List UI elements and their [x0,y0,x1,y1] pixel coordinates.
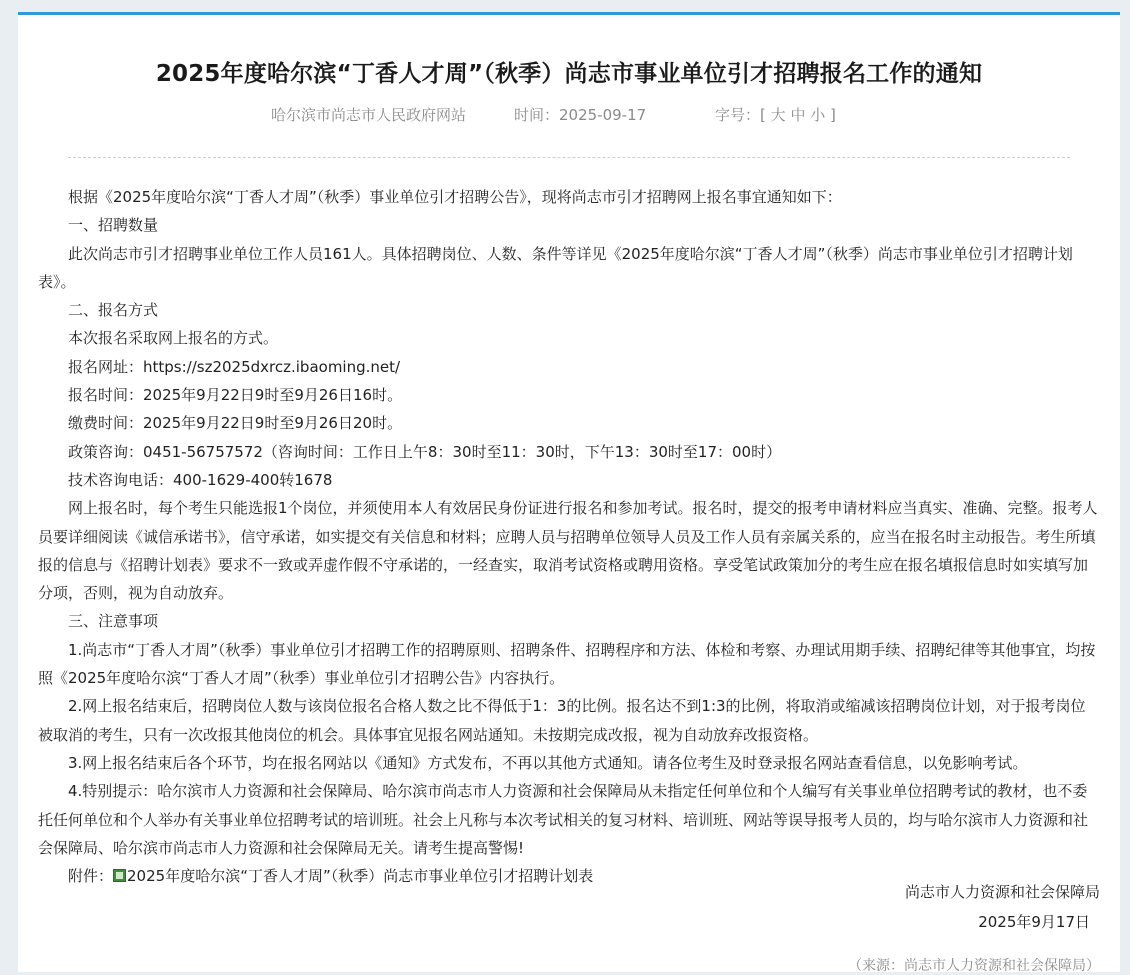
article-container [18,12,1120,972]
registration-url: 报名网址：https://sz2025dxrcz.ibaoming.net/ [68,357,401,376]
section-heading: 二、报名方式 [68,301,159,320]
section-heading: 一、招聘数量 [68,216,159,235]
font-size-control [715,104,836,125]
attachment-link[interactable]: 2025年度哈尔滨“丁香人才周”（秋季）尚志市事业单位引才招聘计划表 [127,867,594,886]
font-size-label: 字号：[ [715,106,766,124]
font-size-small-link[interactable]: 小 [810,106,826,124]
paragraph: 政策咨询：0451-56757572（咨询时间：工作日上午8：30时至11：30时，下午13：30时至17：00时） [68,442,782,461]
paragraph: 网上报名时，每个考生只能选报1个岗位，并须使用本人有效居民身份证进行报名和参加考试。报名时，提交的报考申请材料应当真实、准确、完整。报考人员要详细阅读《诚信承诺书》，信守承诺，如实提交有关信息和材料；应聘人员与招聘单位领导人员及工作人员有亲属关系的，应当在报名时主动报告。考生所填报的信息与《招聘计划表》要求不一致或弄虚作假不守承诺的，一经查实，取消考试资格或聘用资格。享受笔试政策加分的考生应在报名填报信息时如实填写加分项，否则，视为自动放弃。 [38,499,1098,603]
signature-date: 2025年9月17日 [978,913,1090,931]
source-label: 哈尔滨市尚志市人民政府网站 [271,106,467,124]
footer-source: （来源：尚志市人力资源和社会保障局） [848,958,1100,974]
section-heading: 三、注意事项 [68,612,159,631]
paragraph: 1.尚志市“丁香人才周”（秋季）事业单位引才招聘工作的招聘原则、招聘条件、招聘程序和方法、体检和考察、办理试用期手续、招聘纪律等其他事宜，均按照《2025年度哈尔滨“丁香人才周”（秋季）事业单位引才招聘公告》内容执行。 [38,640,1096,688]
paragraph: 缴费时间：2025年9月22日9时至9月26日20时。 [68,414,403,433]
paragraph: 2.网上报名结束后，招聘岗位人数与该岗位报名合格人数之比不得低于1：3的比例。报名达不到1:3的比例，将取消或缩减该招聘岗位计划，对于报考岗位被取消的考生，只有一次改报其他岗位的机会。具体事宜见报名网站通知。未按期完成改报，视为自动放弃改报资格。 [38,697,1086,744]
signature-org: 尚志市人力资源和社会保障局 [904,883,1100,901]
paragraph: 技术咨询电话：400-1629-400转1678 [68,470,333,489]
page-title: 2025年度哈尔滨“丁香人才周”（秋季）尚志市事业单位引才招聘报名工作的通知 [155,61,983,87]
font-size-medium-link[interactable]: 中 [790,106,806,124]
font-size-bracket-end: ] [830,106,836,124]
font-size-large-link[interactable]: 大 [770,106,786,124]
paragraph: 3.网上报名结束后各个环节，均在报名网站以《通知》方式发布，不再以其他方式通知。请各位考生及时登录报名网站查看信息，以免影响考试。 [68,753,1028,772]
publish-time: 时间：2025-09-17 [514,106,647,124]
paragraph: 本次报名采取网上报名的方式。 [68,329,279,348]
paragraph: 此次尚志市引才招聘事业单位工作人员161人。具体招聘岗位、人数、条件等详见《2025年度哈尔滨“丁香人才周”（秋季）尚志市事业单位引才招聘计划表》。 [38,244,1073,291]
paragraph: 4.特别提示：哈尔滨市人力资源和社会保障局、哈尔滨市尚志市人力资源和社会保障局从未指定任何单位和个人编写有关事业单位招聘考试的教材，也不委托任何单位和个人举办有关事业单位招聘考试的培训班。社会上凡称与本次考试相关的复习材料、培训班、网站等误导报考人员的，均与哈尔滨市人力资源和社会保障局、哈尔滨市尚志市人力资源和社会保障局无关。请考生提高警惕! [38,782,1089,857]
title-divider [68,157,1070,158]
paragraph: 根据《2025年度哈尔滨“丁香人才周”（秋季）事业单位引才招聘公告》，现将尚志市引才招聘网上报名事宜通知如下： [68,188,842,206]
article-meta [18,104,1120,126]
attachment-label: 附件： [68,867,114,886]
paragraph: 报名时间：2025年9月22日9时至9月26日16时。 [68,386,403,405]
article-body [38,183,1100,890]
